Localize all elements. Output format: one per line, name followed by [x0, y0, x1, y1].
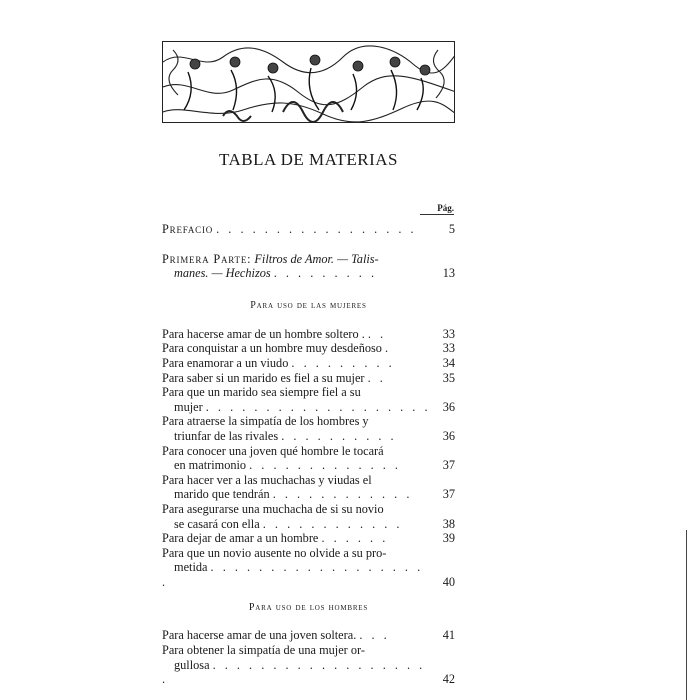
entry-title-line: Para hacer ver a las muchachas y viudas el — [162, 472, 372, 487]
entry-page-number: 34 — [442, 355, 455, 370]
entry-page-number: 36 — [442, 428, 455, 443]
entry-title-line: en matrimonio — [174, 458, 247, 473]
dot-leader: . . . . . . . . . . — [281, 428, 397, 443]
entry-page-number: 37 — [442, 458, 455, 473]
entry-title-line: mujer — [174, 399, 203, 414]
entry-title-line: Para dejar de amar a un hombre — [162, 531, 319, 546]
dot-leader: . . . . . . . . . . . . — [262, 516, 403, 531]
entry-page-number: 37 — [442, 487, 455, 502]
entry-title-line: marido que tendrán — [174, 487, 270, 502]
men-entries-list — [162, 628, 455, 686]
entry-title-line: gullosa — [174, 657, 210, 672]
entry-title-line: Para atraerse la simpatía de los hombres y — [162, 414, 369, 429]
dot-leader: . . . . . . . . . . . . . . . . . — [216, 222, 417, 236]
toc-entry — [162, 531, 455, 546]
dot-leader: . . . . . . . . . — [273, 266, 378, 281]
dot-leader: . . . . . . . . . . . . . . . . . . . — [162, 657, 426, 687]
toc-entry-primera-parte — [162, 252, 455, 281]
toc-entry — [162, 444, 455, 473]
dot-leader: . . . . . . . . . . . . — [272, 487, 413, 502]
dot-leader: . . . . . . . . . — [291, 355, 395, 370]
entry-title-line: Para obtener la simpatía de una mujer or- — [162, 643, 365, 658]
entry-title-line: se casará con ella — [174, 516, 260, 531]
page-title: TABLA DE MATERIAS — [218, 150, 399, 169]
section-heading-men: Para uso de los hombres — [248, 602, 369, 614]
entry-part-label: Primera Parte: — [162, 251, 252, 266]
entry-page-number: 39 — [442, 531, 455, 546]
toc-entry-prefacio — [162, 222, 455, 237]
entry-page-number: 5 — [448, 222, 455, 236]
page-column-header: Pág. — [420, 203, 454, 215]
dot-leader: . . . . . . — [321, 531, 389, 546]
toc-entry — [162, 643, 455, 687]
toc-entry — [162, 628, 455, 643]
entry-title-line: metida — [174, 560, 208, 575]
entry-title-line: Para conquistar a un hombre muy desdeñoso . — [162, 341, 389, 356]
entry-page-number: 42 — [442, 672, 455, 687]
entry-title-line: Para hacerse amar de un hombre soltero . — [162, 326, 365, 341]
section-heading-women: Para uso de las mujeres — [250, 299, 367, 311]
dot-leader: . . . . . . . . . . . . . . . . . . . — [162, 560, 424, 589]
table-of-contents — [162, 222, 455, 687]
entry-title-line: triunfar de las rivales — [174, 428, 279, 443]
engraving-illustration — [163, 42, 455, 123]
toc-entry — [162, 546, 455, 590]
toc-entry — [162, 371, 455, 386]
entry-title-line2: manes. — Hechizos — [174, 266, 271, 281]
dot-leader: . . . . . . . . . . . . . — [249, 458, 401, 473]
entry-title-line: Para que un novio ausente no olvide a su pro- — [162, 545, 387, 560]
dot-leader: . . . . . . . . . . . . . . . . . . . — [205, 399, 431, 414]
entry-title-line: Para conocer una joven qué hombre le tocará — [162, 443, 384, 458]
entry-page-number: 41 — [442, 628, 455, 643]
entry-page-number: 35 — [442, 370, 455, 385]
entry-page-number: 13 — [442, 266, 455, 281]
page-edge-line — [686, 530, 687, 700]
ornamental-header-engraving — [162, 41, 455, 123]
entry-page-number: 33 — [442, 341, 455, 356]
toc-entry — [162, 414, 455, 443]
dot-leader: . . . — [359, 628, 390, 643]
entry-title-line: Para asegurarse una muchacha de si su novio — [162, 501, 384, 516]
entry-page-number: 36 — [442, 399, 455, 414]
dot-leader: . . — [367, 326, 387, 341]
toc-entry — [162, 341, 455, 356]
entry-title-line1: Filtros de Amor. — Talis- — [254, 251, 379, 266]
entry-page-number: 40 — [442, 574, 455, 589]
entry-page-number: 33 — [442, 326, 455, 341]
entry-title-line: Para saber si un marido es fiel a su mujer — [162, 370, 365, 385]
entry-page-number: 38 — [442, 516, 455, 531]
entry-title-line: Para enamorar a un viudo — [162, 355, 289, 370]
toc-entry — [162, 473, 455, 502]
dot-leader: . . — [367, 370, 386, 385]
toc-entry — [162, 502, 455, 531]
entry-title-line: Para que un marido sea siempre fiel a su — [162, 385, 361, 400]
entry-title-line: Para hacerse amar de una joven soltera. — [162, 628, 357, 643]
women-entries-list — [162, 327, 455, 590]
toc-entry — [162, 356, 455, 371]
toc-entry — [162, 327, 455, 342]
toc-entry — [162, 385, 455, 414]
entry-title: Prefacio — [162, 222, 214, 236]
